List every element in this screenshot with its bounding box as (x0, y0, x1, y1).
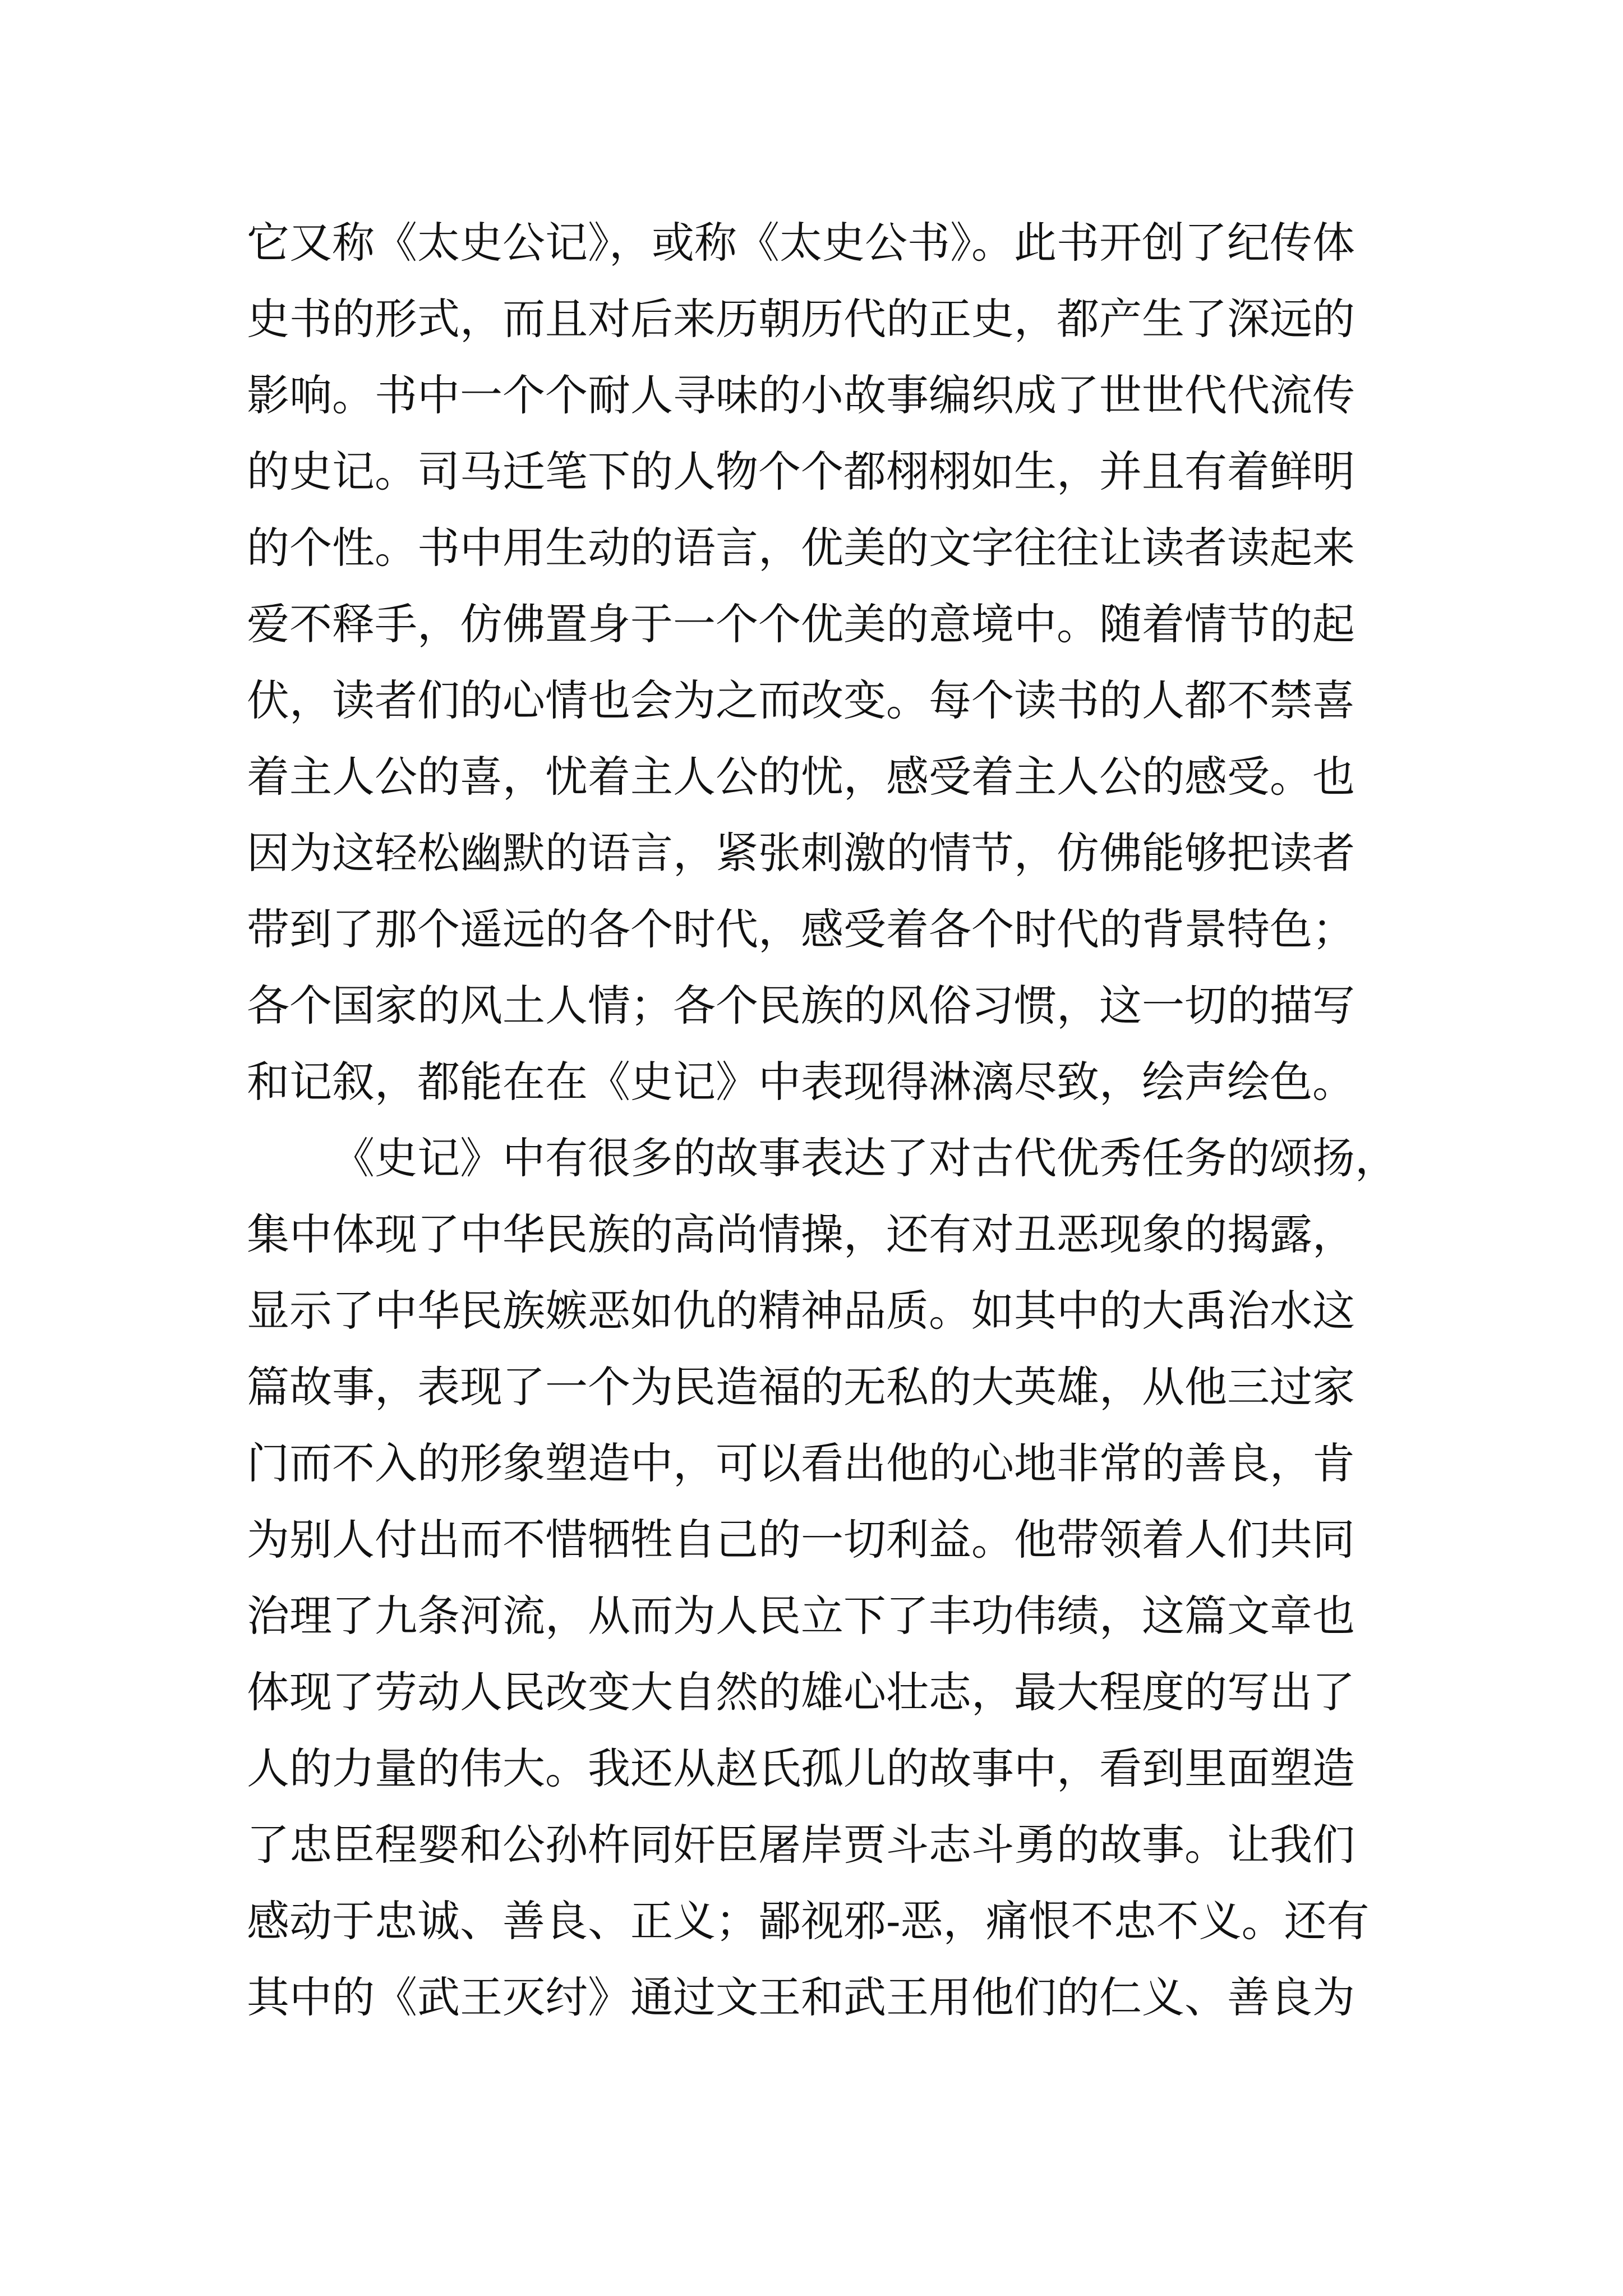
text-line: 它又称《太史公记》，或称《太史公书》。此书开创了纪传体 (247, 218, 1355, 268)
text-line: 和记叙，都能在在《史记》中表现得淋漓尽致，绘声绘色。 (247, 1057, 1355, 1107)
text-line: 门而不入的形象塑造中，可以看出他的心地非常的善良，肯 (247, 1438, 1355, 1488)
text-line: 影响。书中一个个耐人寻味的小故事编织成了世世代代流传 (247, 370, 1355, 420)
text-line: 篇故事，表现了一个为民造福的无私的大英雄，从他三过家 (247, 1362, 1355, 1412)
text-line: 其中的《武王灭纣》通过文王和武王用他们的仁义、善良为 (247, 1972, 1355, 2022)
text-line: 的个性。书中用生动的语言，优美的文字往往让读者读起来 (247, 523, 1355, 573)
text-line: 着主人公的喜，忧着主人公的忧，感受着主人公的感受。也 (247, 752, 1355, 802)
text-line: 了忠臣程婴和公孙杵同奸臣屠岸贾斗志斗勇的故事。让我们 (247, 1820, 1355, 1870)
text-line: 史书的形式，而且对后来历朝历代的正史，都产生了深远的 (247, 294, 1355, 344)
text-line: 治理了九条河流，从而为人民立下了丰功伟绩，这篇文章也 (247, 1591, 1355, 1641)
text-line: 人的力量的伟大。我还从赵氏孤儿的故事中，看到里面塑造 (247, 1743, 1355, 1793)
text-line: 集中体现了中华民族的高尚情操，还有对丑恶现象的揭露， (247, 1209, 1355, 1259)
text-line: 各个国家的风土人情；各个民族的风俗习惯，这一切的描写 (247, 981, 1355, 1030)
paragraph-1 (247, 205, 1385, 1120)
text-line: 为别人付出而不惜牺牲自己的一切利益。他带领着人们共同 (247, 1515, 1355, 1565)
text-line: 体现了劳动人民改变大自然的雄心壮志，最大程度的写出了 (247, 1667, 1355, 1717)
text-line: 显示了中华民族嫉恶如仇的精神品质。如其中的大禹治水这 (247, 1286, 1355, 1336)
text-line: 的史记。司马迁笔下的人物个个都栩栩如生，并且有着鲜明 (247, 447, 1355, 496)
text-line: 因为这轻松幽默的语言，紧张刺激的情节，仿佛能够把读者 (247, 828, 1355, 878)
text-line-indented: 《史记》中有很多的故事表达了对古代优秀任务的颂扬， (332, 1133, 1398, 1183)
paragraph-2 (247, 1120, 1398, 2036)
text-line: 感动于忠诚、善良、正义；鄙视邪-恶，痛恨不忠不义。还有 (247, 1896, 1370, 1946)
text-line: 伏，读者们的心情也会为之而改变。每个读书的人都不禁喜 (247, 675, 1355, 725)
text-line: 爱不释手，仿佛置身于一个个优美的意境中。随着情节的起 (247, 599, 1355, 649)
text-line: 带到了那个遥远的各个时代，感受着各个时代的背景特色； (247, 904, 1355, 954)
body-text (247, 205, 1398, 2036)
